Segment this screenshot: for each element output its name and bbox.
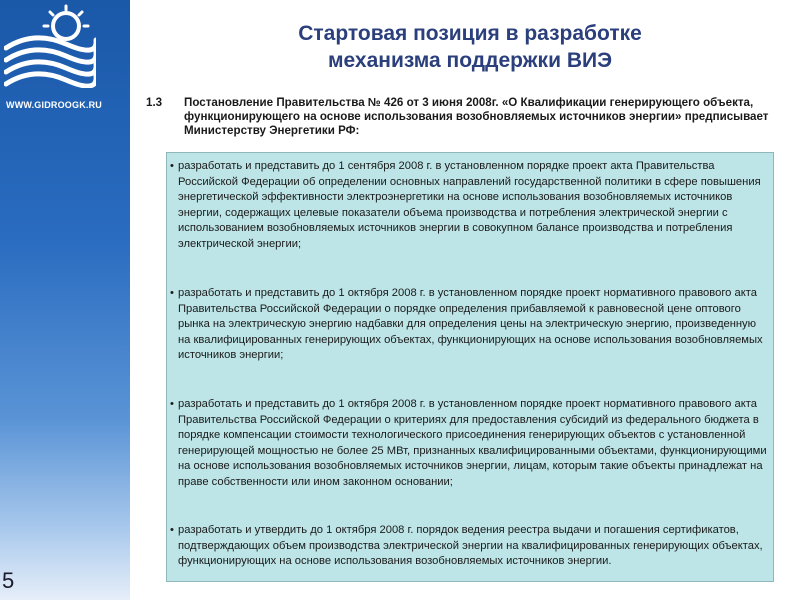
site-url-link[interactable]: WWW.GIDROOGK.RU (6, 100, 102, 110)
slide-title-line-2: механизма поддержки ВИЭ (327, 49, 613, 72)
list-item (170, 286, 770, 364)
sidebar-panel (0, 0, 130, 600)
bullet-icon: • (170, 524, 174, 536)
intro-paragraph (146, 96, 786, 138)
list-item (170, 397, 770, 490)
slide-title-line-1: Стартовая позиция в разработке (298, 22, 642, 45)
list-item (170, 523, 770, 570)
page-number: 5 (2, 568, 15, 593)
list-item-text: разработать и представить до 1 октября 2008 г. в установленном порядке проект нормативного правового акта Правительства Российской Федерации о порядке определения прибавляемой к равновесной цене оптового рынка на электрическую энергию надбавки для определения цены на электрическую энергию, произведенную на квалифицированных генерирующих объектах, функционирующих на основе использования возобновляемых источников энергии; (178, 287, 763, 361)
intro-text: Постановление Правительства № 426 от 3 июня 2008г. «О Квалификации генерирующего объекта, функционирующего на основе использования возобновляемых источников энергии» предписывает Министерству Энергетики РФ: (184, 96, 769, 137)
list-item-text: разработать и представить до 1 сентября 2008 г. в установленном порядке проект акта Правительства Российской Федерации об определении основных направлений государственной политики в сфере повышения энергетической эффективности электроэнергетики на основе использования возобновляемых источников энергии, содержащих целевые показатели объема производства и потребления электрической энергии с использованием возобновляемых источников энергии в совокупном балансе производства и потребления электрической энергии; (178, 160, 761, 250)
bullet-icon: • (170, 398, 174, 410)
list-item (170, 159, 770, 252)
bullet-icon: • (170, 287, 174, 299)
bullet-icon: • (170, 160, 174, 172)
list-item-text: разработать и представить до 1 октября 2008 г. в установленном порядке проект нормативного правового акта Правительства Российской Федерации о критериях для предоставления субсидий из федерального бюджета в порядке компенсации стоимости технологического присоединения генерирующих объектов с установленной генерирующей мощностью не более 25 МВт, признанных квалифицированными объектами, функционирующими на основе использования возобновляемых источников энергии, лицам, которым такие объекты принадлежат на праве собственности или ином законном основании; (178, 398, 767, 488)
slide-title (200, 20, 740, 74)
list-item-text: разработать и утвердить до 1 октября 2008 г. порядок ведения реестра выдачи и погашения сертификатов, подтверждающих объем производства электрической энергии на квалифицированных генерирующих объектах, функционирующих на основе использования возобновляемых источников энергии. (178, 524, 763, 567)
intro-number: 1.3 (146, 96, 163, 109)
gidroogk-logo-icon (4, 4, 96, 88)
instructions-box (166, 152, 774, 582)
